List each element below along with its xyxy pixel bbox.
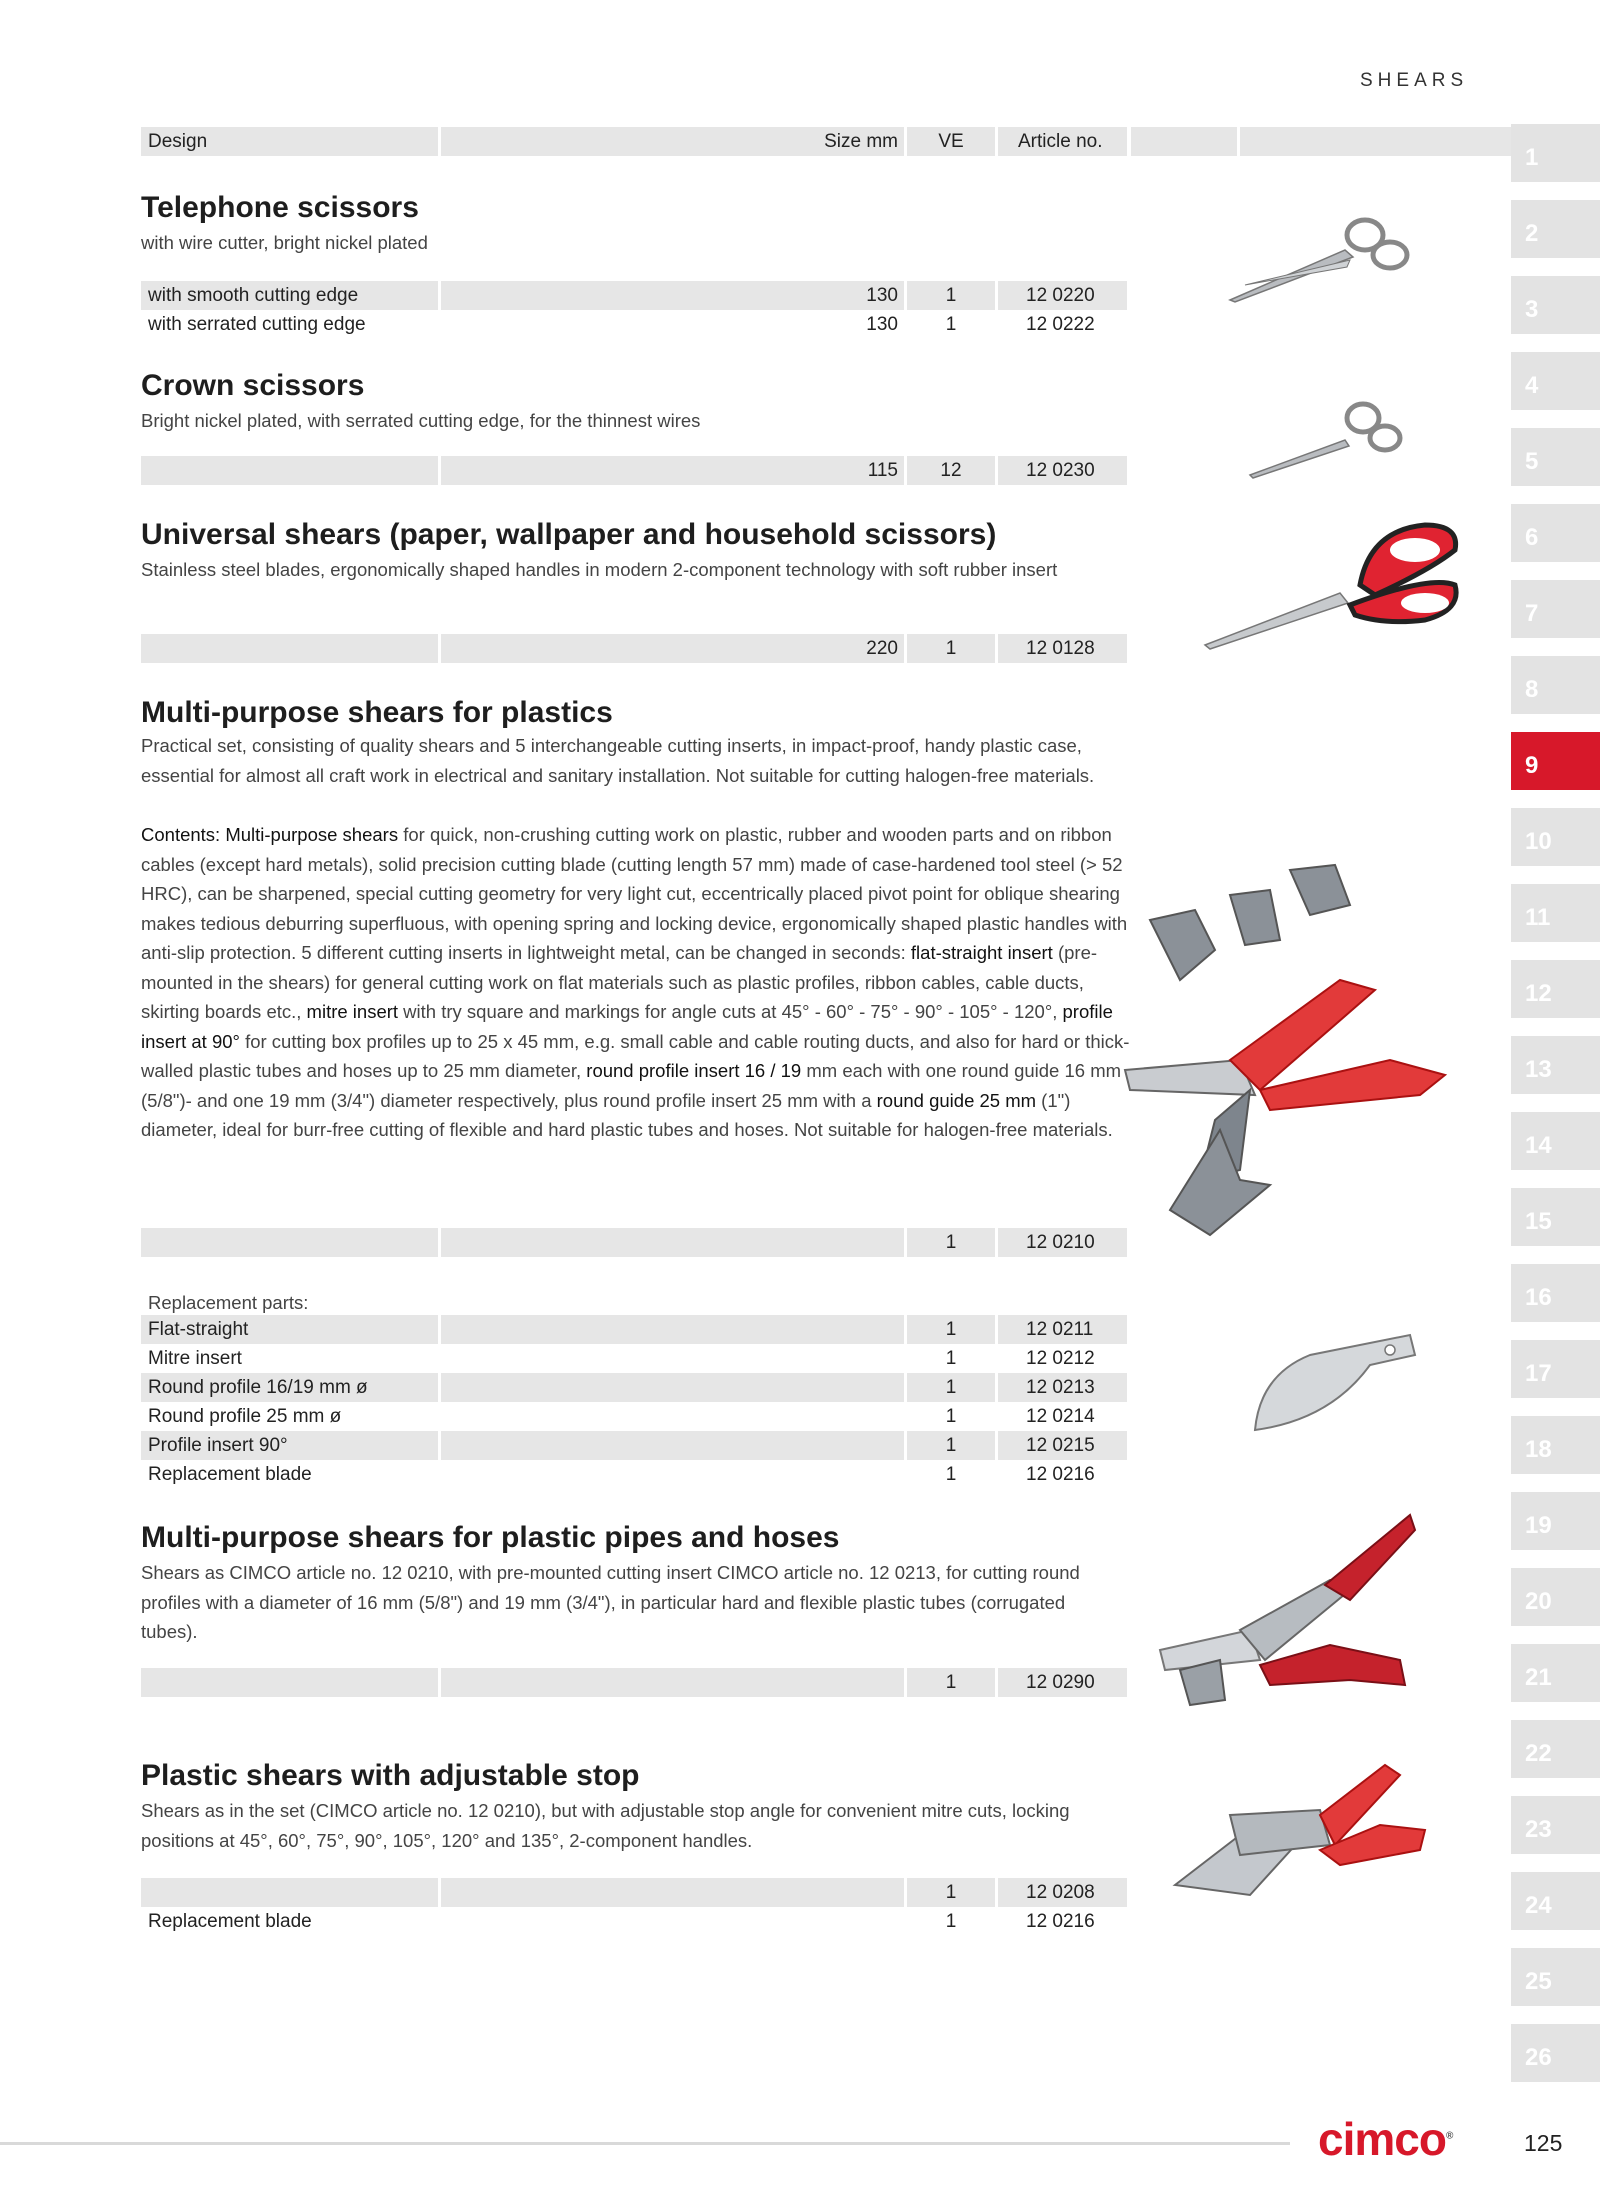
ve-cell: 1 — [907, 1431, 995, 1460]
chapter-tab[interactable]: 4 — [1511, 352, 1600, 410]
design-cell: with serrated cutting edge — [148, 314, 366, 335]
article-cell: 12 0290 — [998, 1668, 1127, 1697]
column-ve: VE — [907, 127, 995, 156]
size-cell — [441, 1668, 904, 1697]
product-description: Stainless steel blades, ergonomically shaped handles in modern 2-component technology with soft rubber insert — [141, 559, 1058, 580]
chapter-tab[interactable]: 7 — [1511, 580, 1600, 638]
page-number: 125 — [1524, 2130, 1563, 2156]
multi-purpose-shears-set-image — [1120, 850, 1450, 1240]
design-cell — [141, 634, 438, 663]
size-cell: 115 — [441, 456, 904, 485]
design-cell: with smooth cutting edge — [141, 281, 438, 310]
chapter-tab[interactable]: 12 — [1511, 960, 1600, 1018]
size-cell — [441, 1373, 904, 1402]
chapter-tab[interactable]: 10 — [1511, 808, 1600, 866]
column-design: Design — [141, 127, 438, 156]
chapter-tab[interactable]: 5 — [1511, 428, 1600, 486]
size-cell — [441, 1878, 904, 1907]
size-cell — [441, 1228, 904, 1257]
article-cell: 12 0222 — [1026, 314, 1095, 335]
design-cell: Mitre insert — [148, 1348, 242, 1369]
ve-cell: 1 — [907, 281, 995, 310]
ve-cell: 1 — [945, 1464, 957, 1485]
chapter-tab[interactable]: 16 — [1511, 1264, 1600, 1322]
product-title: Crown scissors — [141, 369, 365, 402]
article-cell: 12 0216 — [1026, 1911, 1095, 1932]
design-cell — [141, 1878, 438, 1907]
column-spacer — [1131, 127, 1237, 156]
chapter-tab[interactable]: 24 — [1511, 1872, 1600, 1930]
adjustable-stop-shears-image — [1170, 1755, 1430, 1905]
chapter-tab[interactable]: 3 — [1511, 276, 1600, 334]
footer-divider — [0, 2142, 1290, 2145]
contents-term: flat-straight insert — [910, 942, 1053, 963]
ve-cell: 1 — [907, 1668, 995, 1697]
size-cell — [441, 1315, 904, 1344]
article-cell: 12 0214 — [1026, 1406, 1095, 1427]
contents-term: round profile insert 16 / 19 — [586, 1060, 802, 1081]
column-article: Article no. — [998, 127, 1127, 156]
size-cell: 130 — [866, 314, 898, 335]
contents-label: Contents: — [141, 824, 221, 845]
product-title: Universal shears (paper, wallpaper and household scissors) — [141, 518, 997, 551]
chapter-tab[interactable]: 21 — [1511, 1644, 1600, 1702]
ve-cell: 12 — [907, 456, 995, 485]
chapter-tab[interactable]: 25 — [1511, 1948, 1600, 2006]
article-cell: 12 0128 — [998, 634, 1127, 663]
design-cell: Round profile 25 mm ø — [148, 1406, 342, 1427]
design-cell — [141, 1668, 438, 1697]
chapter-tab[interactable]: 14 — [1511, 1112, 1600, 1170]
ve-cell: 1 — [907, 1228, 995, 1257]
chapter-tab[interactable]: 23 — [1511, 1796, 1600, 1854]
contents-text: with try square and markings for angle cuts at 45° - 60° - 75° - 90° - 105° - 120°, — [398, 1001, 1063, 1022]
ve-cell: 1 — [907, 634, 995, 663]
cimco-logo — [1318, 2112, 1452, 2166]
contents-text: for cutting box profiles up to 25 x 45 mm, e.g. small cable and cable routing ducts, and also for hard or thick-walled plastic tubes and hoses up to 25 mm diameter, — [141, 1030, 1130, 1081]
ve-cell: 1 — [945, 314, 957, 335]
contents-text: (pre-mounted in the shears) for general cutting work on flat materials such as plastic profiles, ribbon cables, cable ducts, skirting boards etc., — [141, 942, 1098, 1022]
size-cell: 220 — [441, 634, 904, 663]
design-cell: Replacement blade — [148, 1911, 312, 1932]
size-cell: 130 — [441, 281, 904, 310]
article-cell: 12 0215 — [998, 1431, 1127, 1460]
contents-term: profile insert at 90° — [141, 1001, 1113, 1052]
contents-term: mitre insert — [306, 1001, 399, 1022]
product-title: Telephone scissors — [141, 191, 419, 224]
ve-cell: 1 — [907, 1878, 995, 1907]
product-description: Practical set, consisting of quality shears and 5 interchangeable cutting inserts, in impact-proof, handy plastic case, essential for almost all craft work in electrical and sanitary installation. Not suitable for cutting halogen-free materials. — [141, 735, 1095, 786]
design-cell: Replacement blade — [148, 1464, 312, 1485]
product-description: Shears as CIMCO article no. 12 0210, with pre-mounted cutting insert CIMCO article no. 12 0213, for cutting round profiles with a diameter of 16 mm (5/8") and 19 mm (3/4"), in particular hard and flexible plastic tubes (corrugated tubes). — [141, 1562, 1080, 1642]
chapter-tab[interactable]: 11 — [1511, 884, 1600, 942]
logo-text: cimco — [1318, 2113, 1446, 2165]
contents-term: Multi-purpose shears — [225, 824, 399, 845]
product-description: Bright nickel plated, with serrated cutting edge, for the thinnest wires — [141, 410, 701, 431]
design-cell — [141, 456, 438, 485]
ve-cell: 1 — [907, 1315, 995, 1344]
product-title: Plastic shears with adjustable stop — [141, 1759, 640, 1792]
article-cell: 12 0211 — [998, 1315, 1127, 1344]
design-cell: Round profile 16/19 mm ø — [141, 1373, 438, 1402]
chapter-tab[interactable]: 26 — [1511, 2024, 1600, 2082]
replacement-label: Replacement parts: — [148, 1292, 309, 1313]
product-contents — [141, 820, 1131, 1145]
chapter-tab[interactable]: 6 — [1511, 504, 1600, 562]
chapter-tab[interactable]: 2 — [1511, 200, 1600, 258]
chapter-tab[interactable]: 18 — [1511, 1416, 1600, 1474]
article-cell: 12 0208 — [998, 1878, 1127, 1907]
chapter-tab[interactable]: 19 — [1511, 1492, 1600, 1550]
chapter-tab[interactable]: 15 — [1511, 1188, 1600, 1246]
contents-text: (1") diameter, ideal for burr-free cutting of flexible and hard plastic tubes and hoses. Not suitable for halogen-free materials. — [141, 1089, 1113, 1140]
ve-cell: 1 — [945, 1348, 957, 1369]
article-cell: 12 0210 — [998, 1228, 1127, 1257]
replacement-blade-image — [1250, 1325, 1420, 1435]
column-size: Size mm — [441, 127, 904, 156]
chapter-tab[interactable]: 22 — [1511, 1720, 1600, 1778]
design-cell — [141, 1228, 438, 1257]
chapter-tab[interactable]: 13 — [1511, 1036, 1600, 1094]
chapter-tab[interactable]: 8 — [1511, 656, 1600, 714]
article-cell: 12 0213 — [998, 1373, 1127, 1402]
section-header: SHEARS — [1360, 70, 1469, 91]
product-description: Shears as in the set (CIMCO article no. 12 0210), but with adjustable stop angle for convenient mitre cuts, locking positions at 45°, 60°, 75°, 90°, 105°, 120° and 135°, 2-component handles. — [141, 1800, 1070, 1851]
article-cell: 12 0220 — [998, 281, 1127, 310]
product-title: Multi-purpose shears for plastic pipes and hoses — [141, 1521, 840, 1554]
product-title: Multi-purpose shears for plastics — [141, 696, 613, 729]
product-description: with wire cutter, bright nickel plated — [141, 232, 428, 253]
ve-cell: 1 — [907, 1373, 995, 1402]
chapter-tab[interactable]: 17 — [1511, 1340, 1600, 1398]
telephone-scissors-image — [1225, 205, 1415, 305]
chapter-tab[interactable]: 1 — [1511, 124, 1600, 182]
article-cell: 12 0212 — [1026, 1348, 1095, 1369]
registered-mark-icon: ® — [1445, 2130, 1453, 2142]
ve-cell: 1 — [945, 1911, 957, 1932]
contents-text: for quick, non-crushing cutting work on plastic, rubber and wooden parts and on ribbon cables (except hard metals), solid precision cutting blade (cutting length 57 mm) made of case-hardened tool steel (> 52 HRC), can be sharpened, special cutting geometry for very light cut, eccentrically placed pivot point for oblique shearing makes tedious deburring superfluous, with opening spring and locking device, ergonomically shaped plastic handles with anti-slip protection. 5 different cutting inserts in lightweight metal, can be changed in seconds: — [141, 824, 1128, 963]
chapter-tab-active[interactable]: 9 — [1511, 732, 1600, 790]
article-cell: 12 0230 — [998, 456, 1127, 485]
design-cell: Flat-straight — [141, 1315, 438, 1344]
size-cell — [441, 1431, 904, 1460]
pipe-shears-image — [1150, 1510, 1420, 1710]
universal-shears-image — [1200, 515, 1465, 655]
article-cell: 12 0216 — [1026, 1464, 1095, 1485]
contents-term: round guide 25 mm — [876, 1089, 1037, 1111]
chapter-tab[interactable]: 20 — [1511, 1568, 1600, 1626]
crown-scissors-image — [1245, 390, 1415, 480]
design-cell: Profile insert 90° — [141, 1431, 438, 1460]
contents-text: mm each with one round guide 16 mm (5/8")- and one 19 mm (3/4") diameter respectively, plus round profile insert 25 mm with a — [141, 1060, 1122, 1111]
ve-cell: 1 — [945, 1406, 957, 1427]
